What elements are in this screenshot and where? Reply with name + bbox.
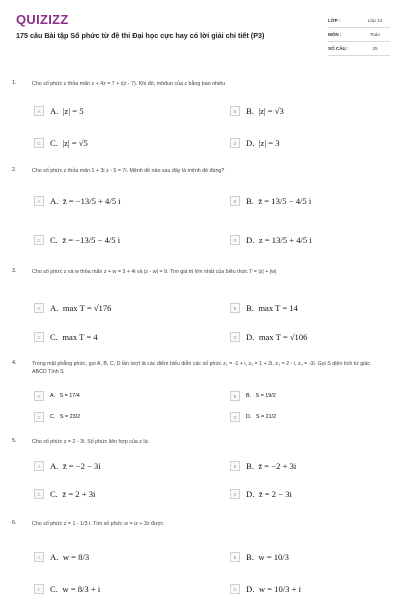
option-letter-box[interactable]: B <box>230 106 240 116</box>
option-label: B. <box>246 303 254 313</box>
meta-row-class <box>328 14 390 28</box>
question-text: Trong mặt phẳng phức, gọi A, B, C, D lần lượt là các điểm biểu diễn các số phức z₁ = -1 + i, z₂ = 1 + 2i, z₃ = 2 - i, z₄ = -3i. Gọi S diện tích tứ giác ABCD Tính S <box>32 361 371 375</box>
option-label: B. <box>246 461 254 471</box>
option-label: B. <box>246 393 252 399</box>
option-letter-box[interactable]: B <box>230 391 240 401</box>
question-number: 4. <box>12 360 17 366</box>
option-text: |z| = √3 <box>258 106 284 116</box>
option-d[interactable] <box>230 136 280 150</box>
question-number: 5. <box>12 438 17 444</box>
option-c[interactable] <box>34 582 100 596</box>
option-a[interactable] <box>34 194 121 208</box>
question-number: 1. <box>12 80 17 86</box>
option-b[interactable] <box>230 301 298 315</box>
option-letter-box[interactable]: A <box>34 391 44 401</box>
option-label: B. <box>246 552 254 562</box>
meta-key: MÔN : <box>328 32 342 37</box>
option-d[interactable] <box>230 487 292 501</box>
option-text: max T = √106 <box>258 332 308 342</box>
option-letter-box[interactable]: C <box>34 489 44 499</box>
meta-row-count <box>328 42 390 56</box>
option-a[interactable] <box>34 459 101 473</box>
option-a[interactable] <box>34 104 84 118</box>
option-label: B. <box>246 196 254 206</box>
option-label: C. <box>50 138 58 148</box>
option-text: |z| = 3 <box>258 138 280 148</box>
question-5 <box>12 438 390 508</box>
option-text: max T = √176 <box>62 303 112 313</box>
option-label: A. <box>50 552 59 562</box>
option-label: C. <box>50 584 58 594</box>
option-a[interactable] <box>34 550 89 564</box>
option-d[interactable] <box>230 330 307 344</box>
option-letter-box[interactable]: A <box>34 461 44 471</box>
option-letter-box[interactable]: C <box>34 235 44 245</box>
option-label: D. <box>246 138 255 148</box>
option-label: C. <box>50 235 58 245</box>
question-3 <box>12 268 390 348</box>
option-c[interactable] <box>34 233 120 247</box>
option-label: D. <box>246 414 252 420</box>
option-text: w = 10/3 <box>258 552 289 562</box>
option-label: C. <box>50 414 56 420</box>
option-letter-box[interactable]: A <box>34 106 44 116</box>
question-number: 3. <box>12 268 17 274</box>
option-b[interactable] <box>230 459 296 473</box>
option-letter-box[interactable]: D <box>230 584 240 594</box>
option-letter-box[interactable]: C <box>34 584 44 594</box>
option-text: S = 19/2 <box>255 393 276 399</box>
meta-row-subject <box>328 28 390 42</box>
quizizz-logo: QUIZIZZ <box>16 12 69 27</box>
option-c[interactable] <box>34 487 95 501</box>
option-label: C. <box>50 332 58 342</box>
meta-key: LỚP : <box>328 18 341 23</box>
option-letter-box[interactable]: C <box>34 412 44 422</box>
option-c[interactable] <box>34 330 98 344</box>
option-letter-box[interactable]: A <box>34 552 44 562</box>
question-6 <box>12 520 390 600</box>
option-text: w = 8/3 + i <box>62 584 101 594</box>
option-text: z̄ = −2 − 3i <box>62 461 101 471</box>
option-d[interactable] <box>230 582 301 596</box>
option-text: |z| = √5 <box>62 138 88 148</box>
option-letter-box[interactable]: B <box>230 461 240 471</box>
meta-value: Lớp 12 <box>367 18 383 23</box>
option-label: A. <box>50 393 56 399</box>
option-text: w = 10/3 + i <box>258 584 301 594</box>
option-letter-box[interactable]: A <box>34 303 44 313</box>
option-d[interactable] <box>230 233 312 247</box>
option-text: z = 13/5 + 4/5 i <box>258 235 312 245</box>
option-letter-box[interactable]: D <box>230 412 240 422</box>
option-letter-box[interactable]: C <box>34 138 44 148</box>
option-label: D. <box>246 584 255 594</box>
question-number: 2. <box>12 167 17 173</box>
question-text: Cho số phức z = 2 - 3i. Số phức liên hợp của z là: <box>32 439 150 445</box>
option-letter-box[interactable]: B <box>230 303 240 313</box>
option-b[interactable] <box>230 550 289 564</box>
option-letter-box[interactable]: D <box>230 332 240 342</box>
question-text: Cho số phức z và w thỏa mãn z + w = 3 + 4i và |z - w| = 9. Tìm giá trị lớn nhất của biểu thức T = |z| + |w| <box>32 269 277 275</box>
question-text: Cho số phức z thỏa mãn z + 4z = 7 + i(z - 7). Khi đó, môđun của z bằng bao nhiêu <box>32 81 226 87</box>
question-1 <box>12 80 390 160</box>
question-text: Cho số phức z = 1 - 1/3 i. Tìm số phức w = iz + 3z được <box>32 521 164 527</box>
question-4 <box>12 360 390 430</box>
meta-value: 25 <box>372 46 378 51</box>
worksheet-title: 175 câu Bài tập Số phức từ đề thi Đại học cực hay có lời giải chi tiết (P3) <box>16 31 265 40</box>
option-letter-box[interactable]: B <box>230 552 240 562</box>
question-text: Cho số phức z thỏa mãn 1 + 3i z - 5 = 7i. Mệnh đề nào sau đây là mệnh đề đúng? <box>32 168 225 174</box>
option-label: D. <box>246 235 255 245</box>
question-2 <box>12 167 390 257</box>
option-letter-box[interactable]: B <box>230 196 240 206</box>
option-letter-box[interactable]: C <box>34 332 44 342</box>
option-text: z̄ = −2 + 3i <box>258 461 297 471</box>
question-number: 6. <box>12 520 17 526</box>
meta-value: Toán <box>370 32 380 37</box>
option-text: S = 17/4 <box>59 393 80 399</box>
option-label: D. <box>246 332 255 342</box>
meta-key: SỐ CÂU : <box>328 46 349 51</box>
option-text: S = 21/2 <box>255 414 277 420</box>
option-text: z̄ = 2 − 3i <box>258 489 292 499</box>
option-letter-box[interactable]: D <box>230 138 240 148</box>
option-label: A. <box>50 196 59 206</box>
option-d[interactable] <box>230 410 276 424</box>
option-label: A. <box>50 106 59 116</box>
worksheet-meta <box>328 14 390 56</box>
option-c[interactable] <box>34 136 88 150</box>
option-text: w = 8/3 <box>62 552 90 562</box>
option-a[interactable] <box>34 301 111 315</box>
option-letter-box[interactable]: A <box>34 196 44 206</box>
option-text: z̄ = 13/5 − 4/5 i <box>258 196 312 206</box>
option-text: max T = 4 <box>62 332 98 342</box>
option-label: B. <box>246 106 254 116</box>
option-b[interactable] <box>230 389 276 403</box>
option-c[interactable] <box>34 410 80 424</box>
option-letter-box[interactable]: D <box>230 489 240 499</box>
option-label: A. <box>50 461 59 471</box>
option-text: S = 23/2 <box>59 414 81 420</box>
option-label: C. <box>50 489 58 499</box>
option-text: max T = 14 <box>258 303 298 313</box>
option-b[interactable] <box>230 194 311 208</box>
option-text: z̄ = −13/5 + 4/5 i <box>62 196 121 206</box>
option-letter-box[interactable]: D <box>230 235 240 245</box>
option-a[interactable] <box>34 389 80 403</box>
option-label: A. <box>50 303 59 313</box>
option-text: z̄ = 2 + 3i <box>62 489 96 499</box>
option-b[interactable] <box>230 104 284 118</box>
option-text: |z| = 5 <box>62 106 84 116</box>
worksheet-header <box>0 0 400 60</box>
option-text: z̄ = −13/5 − 4/5 i <box>62 235 121 245</box>
option-label: D. <box>246 489 255 499</box>
